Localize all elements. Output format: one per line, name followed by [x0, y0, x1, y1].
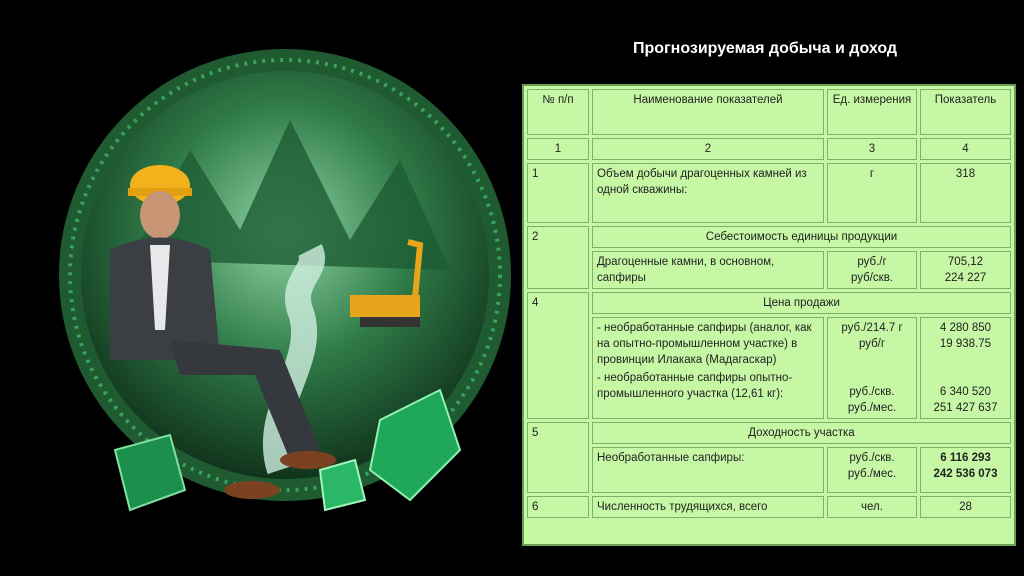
- row-number: 4: [527, 292, 589, 419]
- emerald-mining-illustration: [20, 30, 530, 550]
- value-line: 6 116 293: [940, 452, 991, 464]
- value-line: 242 536 073: [933, 468, 998, 480]
- row-name: Необработанные сапфиры:: [592, 447, 824, 493]
- unit-line: руб./мес.: [847, 468, 897, 480]
- unit-line: руб./г: [857, 256, 887, 268]
- table-row: [527, 251, 1011, 289]
- row-unit: чел.: [827, 496, 917, 518]
- row-unit: [827, 447, 917, 493]
- header-number: № п/п: [527, 89, 589, 135]
- value-line: 251 427 637: [933, 402, 998, 414]
- header-unit: Ед. измерения: [827, 89, 917, 135]
- row-value: [920, 447, 1011, 493]
- unit-line: руб./мес.: [847, 402, 897, 414]
- col-num-1: 1: [527, 138, 589, 160]
- value-line: 6 340 520: [939, 386, 992, 398]
- table-row: [527, 163, 1011, 223]
- section-title: Себестоимость единицы продукции: [592, 226, 1011, 248]
- col-num-2: 2: [592, 138, 824, 160]
- value-line: 705,12: [947, 256, 984, 268]
- value-line: 224 227: [944, 272, 987, 284]
- row-unit: [827, 251, 917, 289]
- row-name: Объем добычи драгоценных камней из одной скважины:: [592, 163, 824, 223]
- table-row: [527, 292, 1011, 314]
- table-row: [527, 317, 1011, 419]
- production-income-table: [522, 84, 1016, 546]
- row-number: 5: [527, 422, 589, 493]
- row-name: Численность трудящихся, всего: [592, 496, 824, 518]
- row-value: [920, 251, 1011, 289]
- row-value: 28: [920, 496, 1011, 518]
- unit-line: руб/скв.: [850, 272, 893, 284]
- section-title: Цена продажи: [592, 292, 1011, 314]
- section-title: Доходность участка: [592, 422, 1011, 444]
- header-indicator-name: Наименование показателей: [592, 89, 824, 135]
- row-number: 6: [527, 496, 589, 518]
- header-value: Показатель: [920, 89, 1011, 135]
- row-name: Драгоценные камни, в основном, сапфиры: [592, 251, 824, 289]
- table-row: [527, 226, 1011, 248]
- col-num-4: 4: [920, 138, 1011, 160]
- table-row: [527, 422, 1011, 444]
- value-line: 4 280 850: [939, 322, 992, 334]
- table-row: [527, 447, 1011, 493]
- unit-line: руб/г: [858, 338, 886, 350]
- row-unit: [827, 317, 917, 419]
- table-row: [527, 496, 1011, 518]
- unit-line: руб./скв.: [849, 386, 895, 398]
- row-name: [592, 317, 824, 419]
- value-line: 19 938.75: [939, 338, 992, 350]
- col-num-3: 3: [827, 138, 917, 160]
- table-header-row: [527, 89, 1011, 135]
- item-b-name: - необработанные сапфиры опытно-промышленного участка (12,61 кг):: [597, 372, 793, 400]
- row-value: [920, 317, 1011, 419]
- item-a-name: - необработанные сапфиры (аналог, как на опытно-промышленном участке) в провинции Илакака (Мадагаскар): [597, 322, 812, 366]
- unit-line: руб./скв.: [849, 452, 895, 464]
- slide-title: Прогнозируемая добыча и доход: [632, 40, 898, 57]
- row-number: 1: [527, 163, 589, 223]
- row-value: 318: [920, 163, 1011, 223]
- unit-line: руб./214.7 г: [841, 322, 903, 334]
- row-unit: г: [827, 163, 917, 223]
- column-number-row: [527, 138, 1011, 160]
- row-number: 2: [527, 226, 589, 289]
